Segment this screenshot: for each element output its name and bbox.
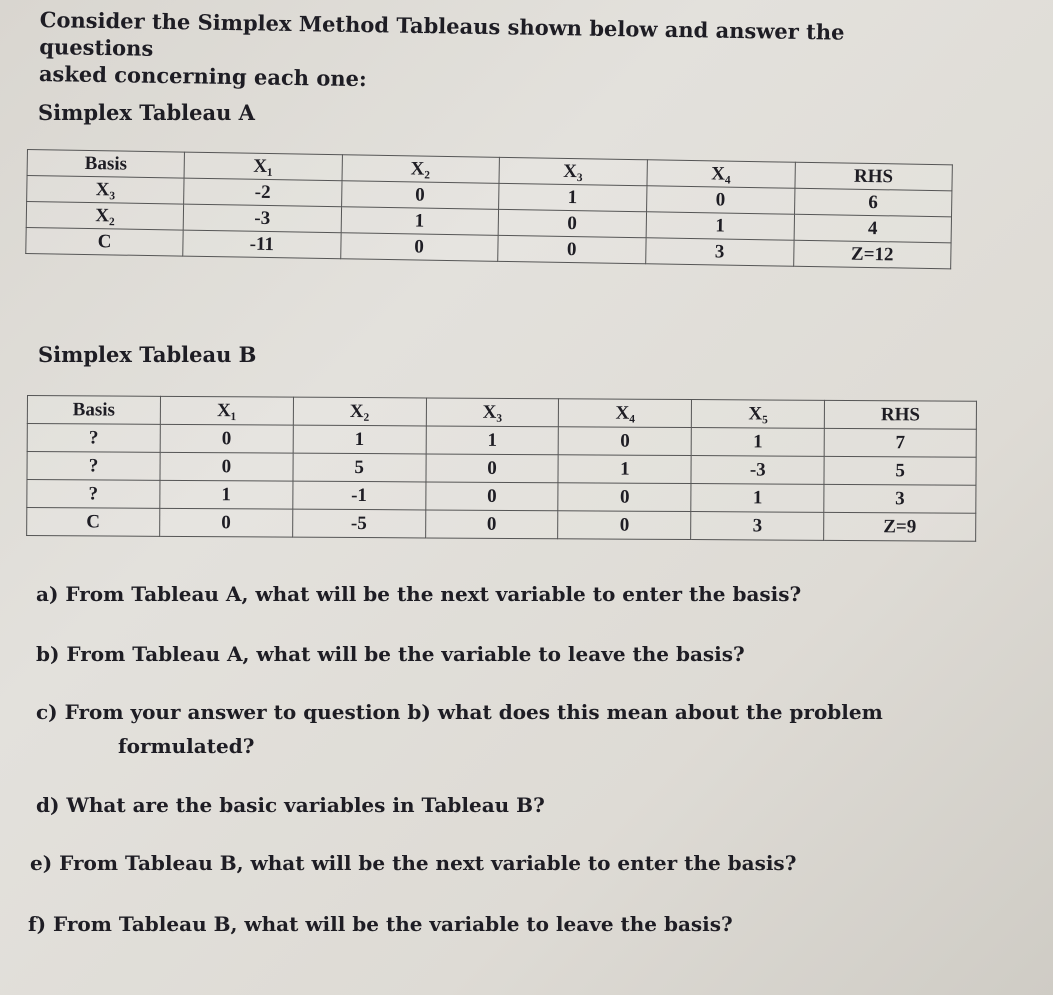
table-cell: 1 <box>558 455 691 484</box>
tableau-b <box>26 395 977 542</box>
table-cell: 1 <box>498 183 646 211</box>
header-x4: X₄ <box>559 399 692 428</box>
question-c-continuation: formulated? <box>118 734 255 758</box>
table-cell: 0 <box>159 508 292 537</box>
basis-cell: C <box>27 508 160 537</box>
table-cell: 0 <box>160 452 293 481</box>
rhs-cell: 5 <box>824 456 976 485</box>
table-cell: -2 <box>184 178 342 207</box>
basis-cell: X₃ <box>27 176 185 205</box>
question-d: d) What are the basic variables in Tableau B? <box>36 793 545 817</box>
header-x3: X₃ <box>499 157 647 185</box>
table-cell: 0 <box>558 483 691 512</box>
table-cell: 0 <box>160 424 293 453</box>
question-f: f) From Tableau B, what will be the variable to leave the basis? <box>28 912 733 936</box>
table-cell: 0 <box>425 510 558 539</box>
table-cell: 0 <box>646 186 794 214</box>
table-cell: 0 <box>340 233 498 262</box>
instructions-line-2: asked concerning each one: <box>38 60 367 92</box>
table-cell: 5 <box>293 453 426 482</box>
basis-cell: ? <box>27 424 160 453</box>
rhs-cell: Z=12 <box>793 240 951 269</box>
table-row <box>27 508 976 542</box>
rhs-cell: 3 <box>824 484 976 513</box>
table-cell: -3 <box>691 456 824 485</box>
header-x2: X₂ <box>342 155 500 184</box>
rhs-cell: 4 <box>794 214 952 243</box>
tableau-a-title: Simplex Tableau A <box>38 100 255 125</box>
table-cell: 1 <box>691 428 824 457</box>
table-cell: 0 <box>559 427 692 456</box>
rhs-cell: Z=9 <box>824 512 976 541</box>
table-cell: 1 <box>691 484 824 513</box>
table-cell: -1 <box>293 481 426 510</box>
table-cell: 0 <box>558 511 691 540</box>
header-basis: Basis <box>27 396 160 425</box>
header-x1: X₁ <box>160 396 293 425</box>
header-basis: Basis <box>27 150 185 179</box>
table-cell: 0 <box>341 181 499 210</box>
header-x3: X₃ <box>426 398 559 427</box>
question-a: a) From Tableau A, what will be the next variable to enter the basis? <box>36 582 802 606</box>
tableau-a <box>25 149 953 269</box>
table-cell: 0 <box>426 454 559 483</box>
tableau-b-title: Simplex Tableau B <box>38 342 257 367</box>
table-cell: 3 <box>691 512 824 541</box>
table-cell: 1 <box>646 212 794 240</box>
table-cell: 0 <box>425 482 558 511</box>
table-cell: 1 <box>426 426 559 455</box>
basis-cell: X₂ <box>26 202 184 231</box>
header-x2: X₂ <box>293 397 426 426</box>
header-x4: X₄ <box>647 160 795 188</box>
question-b: b) From Tableau A, what will be the variable to leave the basis? <box>36 642 745 666</box>
table-cell: 1 <box>341 207 499 236</box>
table-cell: -11 <box>183 230 341 259</box>
instructions-heading <box>39 6 940 101</box>
header-rhs: RHS <box>824 400 976 429</box>
basis-cell: ? <box>27 452 160 481</box>
table-cell: -3 <box>183 204 341 233</box>
question-c: c) From your answer to question b) what does this mean about the problem <box>36 700 883 724</box>
basis-cell: ? <box>27 480 160 509</box>
table-cell: -5 <box>292 509 425 538</box>
instructions-line-1: Consider the Simplex Method Tableaus shown below and answer the questions <box>39 6 845 61</box>
table-cell: 1 <box>293 425 426 454</box>
table-cell: 0 <box>497 235 645 263</box>
header-x1: X₁ <box>184 152 342 181</box>
question-e: e) From Tableau B, what will be the next variable to enter the basis? <box>30 851 797 875</box>
rhs-cell: 7 <box>824 428 976 457</box>
table-cell: 3 <box>645 238 793 266</box>
basis-cell: C <box>26 227 184 256</box>
table-cell: 0 <box>498 209 646 237</box>
header-rhs: RHS <box>795 162 953 191</box>
header-x5: X₅ <box>692 400 825 429</box>
rhs-cell: 6 <box>794 188 952 217</box>
table-cell: 1 <box>160 480 293 509</box>
